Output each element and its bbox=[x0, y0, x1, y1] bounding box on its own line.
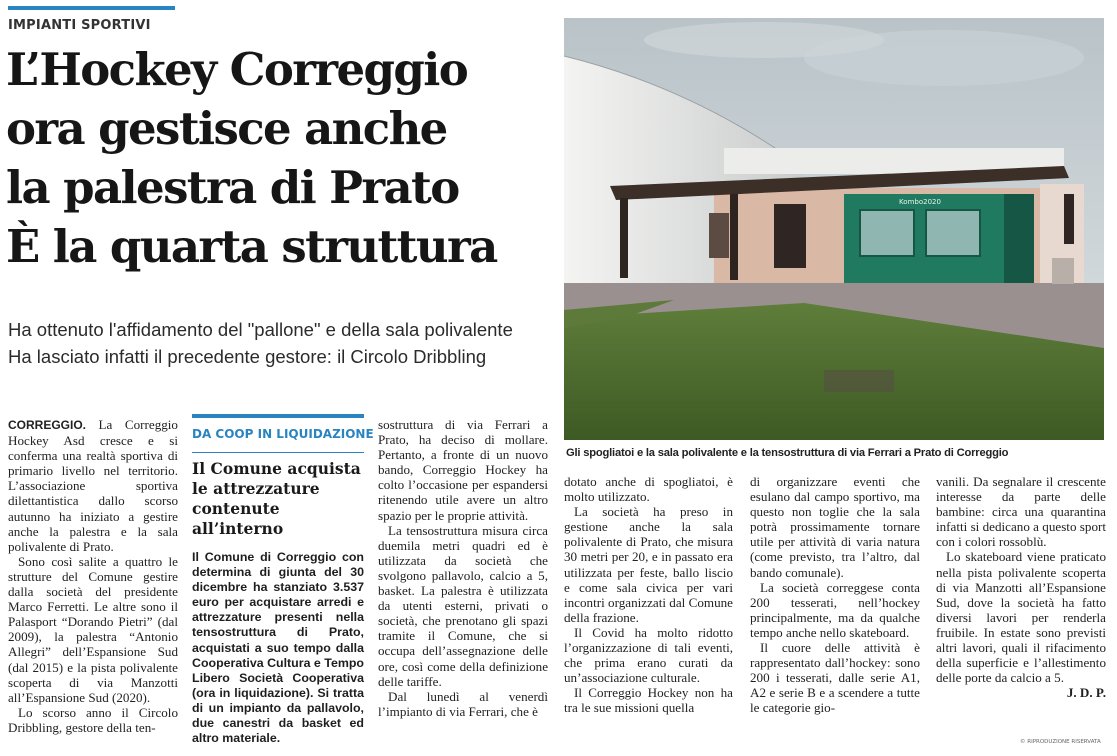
sidebar-divider bbox=[192, 452, 364, 453]
headline-line: L’Hockey Correggio bbox=[6, 43, 468, 96]
article-paragraph: vanili. Da segnalare il crescente interesse da parte delle bambine: circa una quarantina infatti si dedicano a questo sport con i colori rossoblù. bbox=[936, 474, 1106, 550]
article-paragraph: Lo skateboard viene praticato nella pista polivalente scoperta di via Manzotti all’Espansione Sud, dove la società ha fatto diversi lavori per renderla fruibile. In estate sono previsti altri lavori, quali il rifacimento della superficie e l’allestimento delle porte da calcio a 5. bbox=[936, 549, 1106, 686]
subheadline bbox=[8, 316, 568, 370]
sidebar-tag: DA COOP IN LIQUIDAZIONE bbox=[192, 427, 374, 441]
article-paragraph-text: La Correggio Hockey Asd cresce e si conferma una realtà sportiva di primario livello nel territorio. L’associazione sportiva dilettantistica dallo scorso autunno ha iniziato a gestire anche la palestra e la sala polivalente di Prato. bbox=[8, 417, 178, 554]
sidebar-title bbox=[192, 459, 364, 539]
copyright-notice: © RIPRODUZIONE RISERVATA bbox=[1020, 739, 1101, 745]
article-paragraph: La società correggese conta 200 tesserati, nell’hockey principalmente, ma da qualche tempo anche nello skateboard. bbox=[750, 579, 920, 640]
article-paragraph bbox=[8, 417, 178, 554]
article-paragraph: Il Covid ha molto ridotto l’organizzazione di tali eventi, che prima erano curati da un’associazione culturale. bbox=[564, 624, 733, 686]
headline-line: la palestra di Prato bbox=[6, 161, 459, 214]
sidebar-title-line: contenute all’interno bbox=[192, 499, 284, 538]
subheadline-line: Ha lasciato infatti il precedente gestore: il Circolo Dribbling bbox=[8, 346, 487, 367]
photo-sign-text: Kombo2020 bbox=[899, 198, 941, 206]
article-paragraph: La tensostruttura misura circa duemila metri quadri ed è utilizzata da società che svolgono pallavolo, calcio a 5, basket. La palestra è utilizzata da utenti esterni, privati o società, che prenotano gli spazi tramite il Comune, che si occupa dell’assegnazione delle ore, così come della definizione delle tariffe. bbox=[378, 522, 548, 689]
headline-line: ora gestisce anche bbox=[6, 102, 447, 155]
article-paragraph: sostruttura di via Ferrari a Prato, ha deciso di mollare. Pertanto, a fronte di un nuovo bando, Correggio Hockey ha colto l’occasione per espandersi ritenendo utile avere un altro spazio per le proprie attività. bbox=[378, 417, 548, 523]
article-paragraph: Sono così salite a quattro le strutture del Comune gestire dalla società del presidente Marco Ferretti. Le altre sono il Palasport “Dorando Pietri” (dal 2009), la palestra “Antonio Allegri” dell’Espansione Sud (dal 2015) e la pista polivalente scoperta di via Manzotti all’Espansione Sud (2020). bbox=[8, 553, 178, 705]
article-column bbox=[750, 474, 920, 716]
section-accent-bar bbox=[8, 6, 175, 10]
article-column bbox=[936, 474, 1106, 700]
sidebar-title-line: Il Comune acquista bbox=[192, 459, 361, 478]
article-paragraph: Lo scorso anno il Circolo Dribbling, gestore della ten- bbox=[8, 704, 178, 735]
article-paragraph: La società ha preso in gestione anche la sala polivalente di Prato, che misura 30 metri per 20, e in passato era utilizzata per feste, ballo liscio e come sala civica per vari incontri organizzati dal Comune della frazione. bbox=[564, 504, 733, 625]
author-signature: J. D. P. bbox=[1066, 685, 1106, 701]
subheadline-line: Ha ottenuto l'affidamento del "pallone" e della sala polivalente bbox=[8, 319, 513, 340]
dateline: CORREGGIO. bbox=[8, 418, 87, 432]
article-photo bbox=[564, 18, 1104, 440]
photo-caption: Gli spogliatoi e la sala polivalente e la tensostruttura di via Ferrari a Prato di Correggio bbox=[566, 447, 1009, 459]
sidebar-box bbox=[192, 414, 374, 746]
article-paragraph: Dal lunedì al venerdì l’impianto di via Ferrari, che è bbox=[378, 688, 548, 719]
sidebar-body: Il Comune di Correggio con determina di giunta del 30 dicembre ha stanziato 3.537 euro per acquistare arredi e attrezzature presenti nella tensostruttura di Prato, acquistati a suo tempo dalla Cooperativa Cultura e Tempo Libero Società Cooperativa (ora in liquidazione). Si tratta di un impianto da pallavolo, due canestri da basket ed altro materiale. bbox=[192, 550, 364, 746]
section-label: IMPIANTI SPORTIVI bbox=[8, 18, 151, 33]
article-paragraph: Il Correggio Hockey non ha tra le sue missioni quella bbox=[564, 685, 733, 716]
headline-line: È la quarta struttura bbox=[6, 220, 497, 273]
article-paragraph: di organizzare eventi che esulano dal campo sportivo, ma questo non toglie che la sala potrà prossimamente tornare utile per attività di varia natura (come previsto, tra l’altro, dal bando comunale). bbox=[750, 474, 920, 580]
sidebar-accent-bar bbox=[192, 414, 364, 418]
article-column bbox=[564, 474, 733, 716]
sidebar-title-line: le attrezzature bbox=[192, 479, 320, 498]
article-paragraph: dotato anche di spogliatoi, è molto utilizzato. bbox=[564, 474, 733, 505]
headline bbox=[6, 40, 566, 276]
article-paragraph: Il cuore delle attività è rappresentato dall’hockey: sono 200 i tesserati, dalle serie A1, A2 e serie B e a scendere a tutte le categorie gio- bbox=[750, 640, 920, 716]
article-column bbox=[378, 417, 548, 719]
article-column bbox=[8, 417, 178, 735]
